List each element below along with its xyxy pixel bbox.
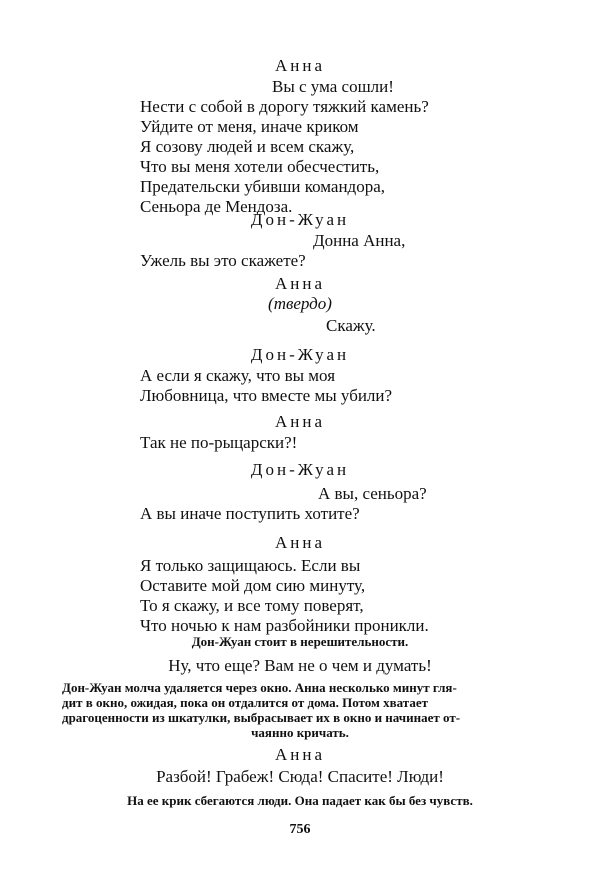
verse-line: А вы, сеньора? [318,484,427,503]
verse-line: Я созову людей и всем скажу, [140,137,355,156]
verse-line: Разбой! Грабеж! Сюда! Спасите! Люди! [156,767,444,786]
verse-line: Ужель вы это скажете? [140,251,306,270]
verse-line: Любовница, что вместе мы убили? [140,386,393,405]
verse-line: Донна Анна, [313,231,406,250]
stage-direction-line: дит в окно, ожидая, пока он отдалится от дома. Потом хватает [62,695,428,710]
stage-direction-inline: (твердо) [268,294,332,313]
speaker-name: Дон-Жуан [250,460,350,479]
verse-line: Ну, что еще? Вам не о чем и думать! [168,656,432,675]
verse-line: А вы иначе поступить хотите? [140,504,360,523]
verse-line: А если я скажу, что вы моя [140,366,336,385]
verse-line: Нести с собой в дорогу тяжкий камень? [140,97,429,116]
page-number: 756 [289,822,311,837]
verse-line: Уйдите от меня, иначе криком [140,117,359,136]
verse-line: Что вы меня хотели обесчестить, [140,157,380,176]
verse-line: То я скажу, и все тому поверят, [140,596,364,615]
stage-direction: На ее крик сбегаются люди. Она падает как бы без чувств. [127,793,473,808]
stage-direction-paragraph [62,680,538,740]
verse-line: Предательски убивши командора, [140,177,386,196]
speaker-name: Анна [274,533,326,552]
verse-line: Так не по-рыцарски?! [140,433,298,452]
speaker-name: Анна [274,56,326,75]
speaker-name: Анна [274,274,326,293]
speaker-name: Дон-Жуан [250,210,350,229]
speaker-name: Анна [274,745,326,764]
stage-direction-line: чаянно кричать. [251,725,349,740]
verse-line: Вы с ума сошли! [272,77,394,96]
verse-line: Скажу. [326,316,376,335]
verse-line: Что ночью к нам разбойники проникли. [140,616,429,635]
speaker-name: Дон-Жуан [250,345,350,364]
verse-line: Я только защищаюсь. Если вы [140,556,361,575]
verse-line: Сеньора де Мендоза. [140,197,293,216]
stage-direction-line: Дон-Жуан молча удаляется через окно. Анна несколько минут гля- [62,680,457,695]
verse-line: Оставите мой дом сию минуту, [140,576,366,595]
speaker-name: Анна [274,412,326,431]
stage-direction: Дон-Жуан стоит в нерешительности. [191,634,409,649]
stage-direction-line: драгоценности из шкатулки, выбрасывает их в окно и начинает от- [62,710,461,725]
